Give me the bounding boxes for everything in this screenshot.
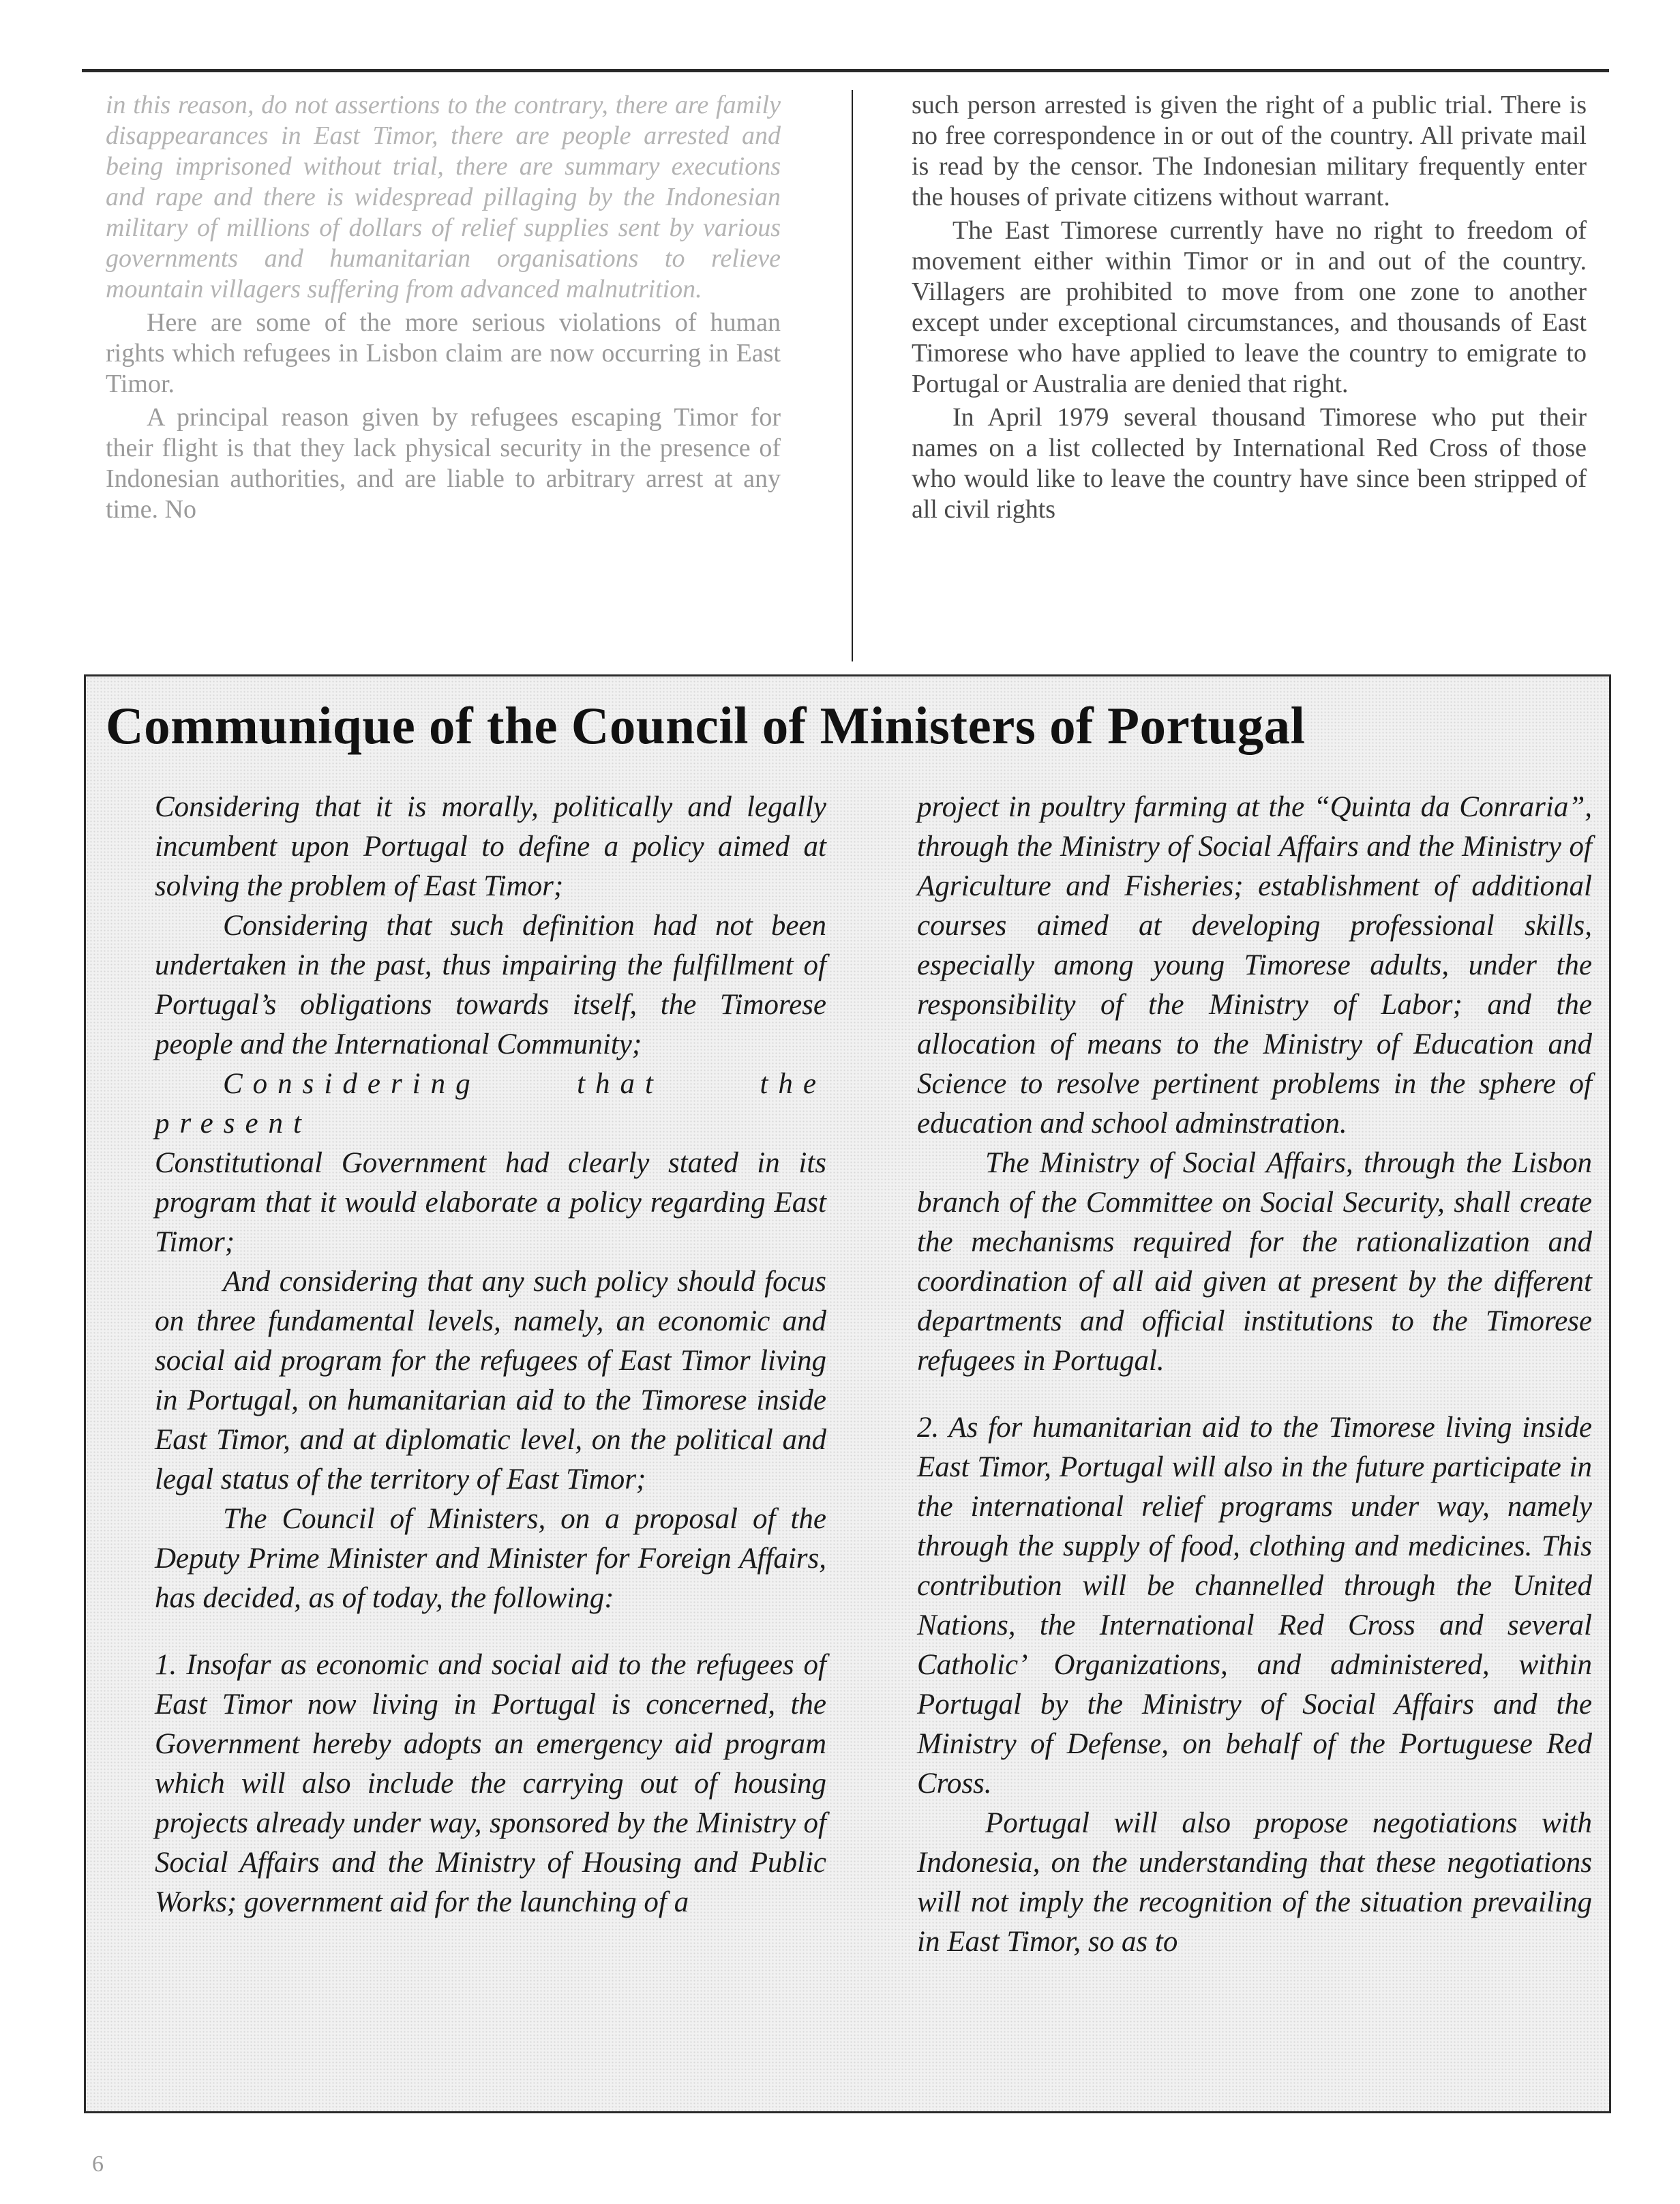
page-number: 6	[92, 2151, 104, 2177]
communique-right-p1: project in poultry farming at the “Quinta da Conraria”, through the Ministry of Social Affairs and the Ministry of Agriculture and Fisheries; establishment of additional courses aimed at developing professional skills, especially among young Timorese adults, under the responsibility of the Ministry of Labor; and the allocation of means to the Ministry of Education and Science to resolve pertinent problems in the sphere of education and school adminstration.	[917, 791, 1592, 1140]
upper-right-paragraph-1: such person arrested is given the right of a public trial. There is no free correspondence in or out of the country. All private mail is read by the censor. The Indonesian military frequently enter the houses of private citizens without warrant.	[912, 91, 1587, 211]
communique-left-p4: And considering that any such policy should focus on three fundamental levels, namely, an economic and social aid program for the refugees of East Timor living in Portugal, on humanitarian aid to the Timorese inside East Timor, and at diplomatic level, on the political and legal status of the territory of East Timor;	[155, 1266, 826, 1495]
upper-right-paragraph-3: In April 1979 several thousand Timorese who put their names on a list collected by International Red Cross of those who would like to leave the country have since been stripped of all civil rights	[912, 403, 1587, 524]
top-rule	[82, 69, 1609, 72]
upper-left-column	[106, 90, 781, 525]
communique-right-column	[917, 788, 1592, 1962]
communique-left-p3-rest: Constitutional Government had clearly stated in its program that it would elaborate a policy regarding East Timor;	[155, 1147, 826, 1258]
communique-right-p2: The Ministry of Social Affairs, through the Lisbon branch of the Committee on Social Security, shall create the mechanisms required for the rationalization and coordination of all aid given at present by the different departments and official institutions to the Timorese refugees in Portugal.	[917, 1147, 1592, 1377]
communique-left-p5: The Council of Ministers, on a proposal of the Deputy Prime Minister and Minister for Foreign Affairs, has decided, as of today, the following:	[155, 1503, 826, 1614]
communique-left-p3-spaced: Considering that the present	[155, 1068, 826, 1140]
communique-title: Communique of the Council of Ministers of Portugal	[106, 696, 1306, 755]
communique-left-column	[155, 788, 826, 1922]
communique-left-p2: Considering that such definition had not been undertaken in the past, thus impairing the fulfillment of Portugal’s obligations towards itself, the Timorese people and the International Community;	[155, 910, 826, 1060]
upper-right-paragraph-2: The East Timorese currently have no right to freedom of movement either within Timor or in and out of the country. Villagers are prohibited to move from one zone to another except under exceptional circumstances, and thousands of East Timorese who have applied to leave the country to emigrate to Portugal or Australia are denied that right.	[912, 216, 1587, 398]
upper-left-paragraph-3: A principal reason given by refugees escaping Timor for their flight is that they lack physical security in the presence of Indonesian authorities, and are liable to arbitrary arrest at any time. No	[106, 403, 781, 524]
communique-left-p1: Considering that it is morally, politically and legally incumbent upon Portugal to define a policy aimed at solving the problem of East Timor;	[155, 791, 826, 902]
communique-right-p4: Portugal will also propose negotiations with Indonesia, on the understanding that these negotiations will not imply the recognition of the situation prevailing in East Timor, so as to	[917, 1807, 1592, 1958]
column-divider	[852, 90, 853, 661]
upper-left-paragraph-2: Here are some of the more serious violations of human rights which refugees in Lisbon claim are now occurring in East Timor.	[106, 308, 781, 398]
upper-left-faded-paragraph: in this reason, do not assertions to the contrary, there are family disappearances in East Timor, there are people arrested and being imprisoned without trial, there are summary executions and rape and there is widespread pillaging by the Indonesian military of millions of dollars of relief supplies sent by various governments and humanitarian organisations to relieve mountain villagers suffering from advanced malnutrition.	[106, 91, 781, 303]
communique-left-p6: 1. Insofar as economic and social aid to the refugees of East Timor now living in Portugal is concerned, the Government hereby adopts an emergency aid program which will also include the carrying out of housing projects already under way, sponsored by the Ministry of Social Affairs and the Ministry of Housing and Public Works; government aid for the launching of a	[155, 1649, 826, 1918]
upper-right-column	[912, 90, 1587, 525]
communique-right-p3: 2. As for humanitarian aid to the Timorese living inside East Timor, Portugal will also in the future participate in the international relief programs under way, namely through the supply of food, clothing and medicines. This contribution will be channelled through the United Nations, the International Red Cross and several Catholic’ Organizations, and administered, within Portugal by the Ministry of Social Affairs and the Ministry of Defense, on behalf of the Portuguese Red Cross.	[917, 1412, 1592, 1800]
